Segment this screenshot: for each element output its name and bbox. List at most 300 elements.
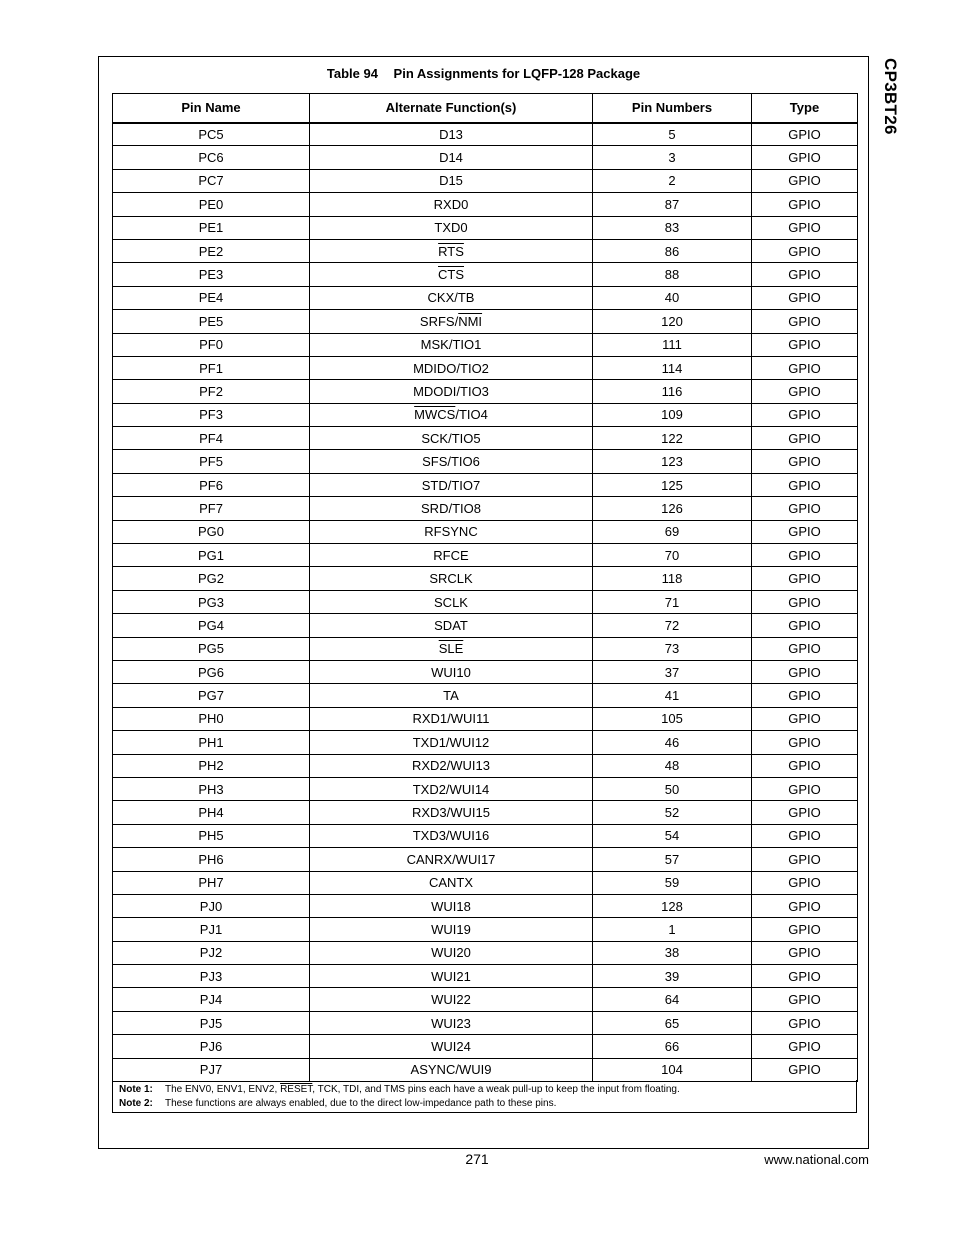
alternate-function: TA	[443, 688, 459, 704]
pin-number: 46	[664, 734, 680, 750]
type-cell	[752, 848, 858, 871]
alternate-function: CANRX/WUI17	[406, 851, 496, 867]
type-cell	[752, 146, 858, 169]
type-cell	[752, 193, 858, 216]
pin-type: GPIO	[788, 921, 821, 937]
alternate-function-cell	[310, 871, 593, 894]
pin-number: 125	[661, 477, 683, 493]
type-cell	[752, 427, 858, 450]
pin-number-cell	[593, 520, 752, 543]
pin-name: PJ5	[199, 1015, 223, 1031]
type-cell	[752, 918, 858, 941]
pin-number: 123	[661, 454, 683, 470]
type-cell	[752, 754, 858, 777]
pin-number: 40	[664, 290, 680, 306]
table-row	[113, 754, 858, 777]
type-cell	[752, 450, 858, 473]
pin-name: PJ1	[199, 921, 223, 937]
note-overline-text: RESET	[280, 1084, 313, 1095]
alternate-function-cell	[310, 450, 593, 473]
pin-type: GPIO	[788, 758, 821, 774]
pin-name: PH1	[198, 734, 224, 750]
pin-type: GPIO	[788, 992, 821, 1008]
pin-number-cell	[593, 988, 752, 1011]
alternate-function-cell	[310, 497, 593, 520]
header-type: Type	[752, 94, 858, 123]
pin-type: GPIO	[788, 500, 821, 516]
alternate-function-cell	[310, 965, 593, 988]
table-header-row	[113, 94, 858, 123]
alternate-function: WUI19	[431, 921, 471, 937]
pin-name-cell	[113, 520, 310, 543]
pin-type: GPIO	[788, 945, 821, 961]
table-row	[113, 1035, 858, 1058]
table-row	[113, 427, 858, 450]
pin-name: PG2	[197, 571, 224, 587]
pin-name-cell	[113, 894, 310, 917]
pin-number-cell	[593, 590, 752, 613]
alternate-function: CANTX	[428, 875, 474, 891]
alternate-function: /TIO4	[455, 407, 488, 423]
pin-type: GPIO	[788, 267, 821, 283]
pin-number-cell	[593, 239, 752, 262]
alternate-function-cell	[310, 614, 593, 637]
pin-number: 38	[664, 945, 680, 961]
type-cell	[752, 590, 858, 613]
type-cell	[752, 871, 858, 894]
pin-number-cell	[593, 684, 752, 707]
pin-name-cell	[113, 123, 310, 146]
type-cell	[752, 567, 858, 590]
type-cell	[752, 380, 858, 403]
pin-type: GPIO	[788, 1038, 821, 1054]
alternate-function: D15	[439, 173, 463, 189]
pin-type: GPIO	[788, 734, 821, 750]
pin-number-cell	[593, 965, 752, 988]
table-row	[113, 450, 858, 473]
pin-name-cell	[113, 193, 310, 216]
pin-name: PC6	[198, 150, 224, 166]
type-cell	[752, 988, 858, 1011]
pin-name-cell	[113, 1058, 310, 1081]
type-cell	[752, 473, 858, 496]
pin-name-cell	[113, 473, 310, 496]
pin-number: 126	[661, 500, 683, 516]
pin-name: PF6	[199, 477, 223, 493]
table-row	[113, 941, 858, 964]
pin-number-cell	[593, 1035, 752, 1058]
pin-type: GPIO	[788, 173, 821, 189]
pin-number: 122	[661, 430, 683, 446]
type-cell	[752, 497, 858, 520]
pin-name: PE4	[198, 290, 224, 306]
table-row	[113, 824, 858, 847]
pin-name: PH4	[198, 805, 224, 821]
pin-type: GPIO	[788, 150, 821, 166]
pin-number-cell	[593, 824, 752, 847]
pin-name-cell	[113, 380, 310, 403]
alternate-function-cell	[310, 169, 593, 192]
alternate-function-cell	[310, 123, 593, 146]
type-cell	[752, 637, 858, 660]
pin-name: PG7	[197, 688, 224, 704]
pin-name: PF1	[199, 360, 223, 376]
pin-number-cell	[593, 497, 752, 520]
pin-name: PJ2	[199, 945, 223, 961]
pin-number-cell	[593, 941, 752, 964]
pin-name: PE5	[198, 313, 224, 329]
pin-number: 120	[661, 313, 683, 329]
pin-name: PC7	[198, 173, 224, 189]
alternate-function: TXD0	[434, 220, 468, 236]
alternate-function-cell	[310, 637, 593, 660]
pin-number: 118	[661, 571, 683, 587]
pin-number: 48	[664, 758, 680, 774]
alternate-function: TXD2/WUI14	[412, 781, 490, 797]
pin-number-cell	[593, 403, 752, 426]
pin-name: PH5	[198, 828, 224, 844]
alternate-function-cell	[310, 918, 593, 941]
alternate-function: STD/TIO7	[421, 477, 481, 493]
pin-name: PE2	[198, 243, 224, 259]
pin-type: GPIO	[788, 337, 821, 353]
pin-type: GPIO	[788, 711, 821, 727]
table-row	[113, 848, 858, 871]
pin-type: GPIO	[788, 1015, 821, 1031]
pin-name-cell	[113, 450, 310, 473]
pin-number: 41	[664, 688, 680, 704]
pin-name-cell	[113, 918, 310, 941]
table-row	[113, 123, 858, 146]
alternate-function: RXD2/WUI13	[411, 758, 491, 774]
alternate-function: MSK/TIO1	[420, 337, 482, 353]
table-row	[113, 731, 858, 754]
table-body	[113, 123, 858, 1082]
table-row	[113, 380, 858, 403]
alternate-function-cell	[310, 216, 593, 239]
pin-number-cell	[593, 310, 752, 333]
type-cell	[752, 239, 858, 262]
alternate-function: RXD0	[433, 196, 469, 212]
table-row	[113, 193, 858, 216]
pin-name-cell	[113, 660, 310, 683]
note-label: Note 2:	[119, 1098, 153, 1109]
pin-name: PG4	[197, 617, 224, 633]
alternate-function-cell	[310, 520, 593, 543]
pin-name-cell	[113, 801, 310, 824]
pin-name-cell	[113, 1035, 310, 1058]
pin-type: GPIO	[788, 313, 821, 329]
pin-type: GPIO	[788, 196, 821, 212]
table-row	[113, 637, 858, 660]
type-cell	[752, 123, 858, 146]
alternate-function-cell	[310, 1058, 593, 1081]
pin-type: GPIO	[788, 828, 821, 844]
pin-name-cell	[113, 263, 310, 286]
pin-name: PJ3	[199, 968, 223, 984]
alternate-function: SCK/TIO5	[421, 430, 481, 446]
pin-number-cell	[593, 567, 752, 590]
note-text: The ENV0, ENV1, ENV2,	[165, 1084, 281, 1095]
alternate-function: SRCLK	[429, 571, 473, 587]
pin-type: GPIO	[788, 383, 821, 399]
pin-name-cell	[113, 684, 310, 707]
pin-number: 128	[661, 898, 683, 914]
alternate-function-active-low: $\overline{CTS}$	[438, 267, 464, 283]
pin-number: 116	[661, 383, 683, 399]
pin-number-cell	[593, 544, 752, 567]
alternate-function: WUI22	[431, 992, 471, 1008]
pin-number: 57	[664, 851, 680, 867]
type-cell	[752, 263, 858, 286]
pin-number: 65	[664, 1015, 680, 1031]
alternate-function: RXD3/WUI15	[411, 805, 491, 821]
pin-number: 83	[664, 220, 680, 236]
alternate-function: MDIDO/TIO2	[413, 360, 489, 376]
type-cell	[752, 684, 858, 707]
alternate-function: SFS/TIO6	[422, 454, 480, 470]
pin-number: 3	[668, 150, 676, 166]
alternate-function-cell	[310, 754, 593, 777]
alternate-function: RFSYNC	[424, 524, 478, 540]
pin-number: 37	[664, 664, 680, 680]
pin-number: 109	[661, 407, 683, 423]
alternate-function-cell	[310, 544, 593, 567]
pin-number-cell	[593, 848, 752, 871]
pin-name-cell	[113, 169, 310, 192]
type-cell	[752, 1011, 858, 1034]
alternate-function-cell	[310, 848, 593, 871]
alternate-function: SCLK	[434, 594, 468, 610]
alternate-function-cell	[310, 707, 593, 730]
pin-number-cell	[593, 637, 752, 660]
pin-type: GPIO	[788, 805, 821, 821]
pin-number-cell	[593, 918, 752, 941]
footer-url: www.national.com	[764, 1152, 869, 1167]
pin-type: GPIO	[788, 641, 821, 657]
pin-name: PJ7	[199, 1062, 223, 1078]
alternate-function: TXD1/WUI12	[412, 734, 490, 750]
type-cell	[752, 169, 858, 192]
type-cell	[752, 731, 858, 754]
pin-number: 88	[664, 267, 680, 283]
pin-name: PC5	[198, 126, 224, 142]
pin-number-cell	[593, 707, 752, 730]
pin-name: PE0	[198, 196, 224, 212]
pin-name-cell	[113, 777, 310, 800]
pin-type: GPIO	[788, 898, 821, 914]
alternate-function-cell	[310, 567, 593, 590]
pin-number: 52	[664, 805, 680, 821]
pin-number: 71	[664, 594, 680, 610]
pin-type: GPIO	[788, 360, 821, 376]
pin-number: 64	[664, 992, 680, 1008]
pin-type: GPIO	[788, 126, 821, 142]
pin-type: GPIO	[788, 407, 821, 423]
alternate-function-cell	[310, 473, 593, 496]
table-row	[113, 239, 858, 262]
alternate-function-cell	[310, 777, 593, 800]
alternate-function-active-low: $\overline{RTS}$	[438, 243, 464, 259]
type-cell	[752, 660, 858, 683]
alternate-function-cell	[310, 941, 593, 964]
alternate-function: WUI10	[431, 664, 471, 680]
alternate-function: WUI18	[431, 898, 471, 914]
pin-name: PF0	[199, 337, 223, 353]
pin-number-cell	[593, 473, 752, 496]
pin-number-cell	[593, 871, 752, 894]
table-row	[113, 263, 858, 286]
pin-number-cell	[593, 380, 752, 403]
table-row	[113, 520, 858, 543]
table-row	[113, 310, 858, 333]
pin-name: PE1	[198, 220, 224, 236]
pin-name-cell	[113, 707, 310, 730]
side-title: CP3BT26	[881, 58, 900, 135]
pin-name: PF2	[199, 383, 223, 399]
pin-number-cell	[593, 1011, 752, 1034]
alternate-function: D13	[439, 126, 463, 142]
pin-type: GPIO	[788, 290, 821, 306]
table-row	[113, 894, 858, 917]
pin-type: GPIO	[788, 688, 821, 704]
type-cell	[752, 216, 858, 239]
type-cell	[752, 965, 858, 988]
header-alternate-functions: Alternate Function(s)	[310, 94, 593, 123]
pin-name: PG5	[197, 641, 224, 657]
pin-number: 72	[664, 617, 680, 633]
type-cell	[752, 544, 858, 567]
pin-name-cell	[113, 731, 310, 754]
type-cell	[752, 403, 858, 426]
alternate-function: TXD3/WUI16	[412, 828, 490, 844]
note-text: , TCK, TDI, and TMS pins each have a weak pull-up to keep the input from floating.	[312, 1084, 680, 1095]
table-row	[113, 801, 858, 824]
pin-number-cell	[593, 123, 752, 146]
pin-name: PG0	[197, 524, 224, 540]
alternate-function-active-low: MWCS	[414, 407, 456, 423]
pin-name: PH6	[198, 851, 224, 867]
alternate-function-cell	[310, 263, 593, 286]
pin-number-cell	[593, 614, 752, 637]
pin-name-cell	[113, 848, 310, 871]
table-row	[113, 660, 858, 683]
table-row	[113, 590, 858, 613]
pin-name: PF7	[199, 500, 223, 516]
pin-name: PG1	[197, 547, 224, 563]
alternate-function: D14	[439, 150, 463, 166]
pin-number-cell	[593, 731, 752, 754]
alternate-function-cell	[310, 146, 593, 169]
pin-name: PH0	[198, 711, 224, 727]
alternate-function-cell	[310, 590, 593, 613]
pin-number-cell	[593, 356, 752, 379]
pin-name-cell	[113, 754, 310, 777]
alternate-function-active-low: $\overline{NMI}$	[458, 313, 483, 329]
pin-name-cell	[113, 824, 310, 847]
pin-number: 66	[664, 1038, 680, 1054]
pin-assignment-table	[112, 93, 858, 1082]
table-row	[113, 286, 858, 309]
table-row	[113, 1011, 858, 1034]
pin-name: PJ0	[199, 898, 223, 914]
pin-name-cell	[113, 965, 310, 988]
alternate-function-cell	[310, 988, 593, 1011]
alternate-function-cell	[310, 403, 593, 426]
table-row	[113, 146, 858, 169]
pin-number-cell	[593, 263, 752, 286]
alternate-function: SRD/TIO8	[421, 500, 481, 516]
header-pin-numbers: Pin Numbers	[593, 94, 752, 123]
pin-type: GPIO	[788, 594, 821, 610]
pin-name-cell	[113, 614, 310, 637]
type-cell	[752, 333, 858, 356]
note-text: These functions are always enabled, due to the direct low-impedance path to these pins.	[165, 1098, 557, 1109]
pin-name: PG6	[197, 664, 224, 680]
alternate-function-cell	[310, 1011, 593, 1034]
alternate-function: WUI20	[431, 945, 471, 961]
alternate-function-prefix: SRFS/	[419, 313, 459, 329]
alternate-function-cell	[310, 684, 593, 707]
type-cell	[752, 614, 858, 637]
alternate-function-cell	[310, 894, 593, 917]
alternate-function: MDODI/TIO3	[413, 383, 489, 399]
table-row	[113, 567, 858, 590]
alternate-function: WUI21	[431, 968, 471, 984]
pin-type: GPIO	[788, 781, 821, 797]
pin-number: 111	[662, 337, 682, 353]
pin-type: GPIO	[788, 243, 821, 259]
pin-name: PF5	[199, 454, 223, 470]
pin-name-cell	[113, 590, 310, 613]
table-row	[113, 473, 858, 496]
pin-number: 86	[664, 243, 680, 259]
pin-type: GPIO	[788, 875, 821, 891]
pin-type: GPIO	[788, 851, 821, 867]
alternate-function-cell	[310, 333, 593, 356]
alternate-function: RXD1/WUI11	[412, 711, 490, 727]
pin-name-cell	[113, 239, 310, 262]
alternate-function-active-low: $\overline{SLE}$	[438, 641, 464, 657]
pin-name: PH7	[198, 875, 224, 891]
pin-name-cell	[113, 941, 310, 964]
table-row	[113, 988, 858, 1011]
pin-number: 1	[668, 921, 676, 937]
note-2	[119, 1097, 856, 1111]
pin-name-cell	[113, 216, 310, 239]
table-row	[113, 356, 858, 379]
table-number: Table 94	[326, 66, 378, 81]
pin-name-cell	[113, 356, 310, 379]
pin-number-cell	[593, 193, 752, 216]
pin-name-cell	[113, 427, 310, 450]
pin-number-cell	[593, 660, 752, 683]
table-row	[113, 684, 858, 707]
type-cell	[752, 520, 858, 543]
alternate-function-cell	[310, 286, 593, 309]
table-row	[113, 169, 858, 192]
table-row	[113, 216, 858, 239]
alternate-function: CKX/TB	[427, 290, 475, 306]
pin-name: PE3	[198, 267, 224, 283]
pin-number: 39	[664, 968, 680, 984]
pin-name-cell	[113, 286, 310, 309]
pin-number-cell	[593, 216, 752, 239]
alternate-function-cell	[310, 193, 593, 216]
type-cell	[752, 356, 858, 379]
pin-number-cell	[593, 777, 752, 800]
note-1	[119, 1083, 856, 1097]
